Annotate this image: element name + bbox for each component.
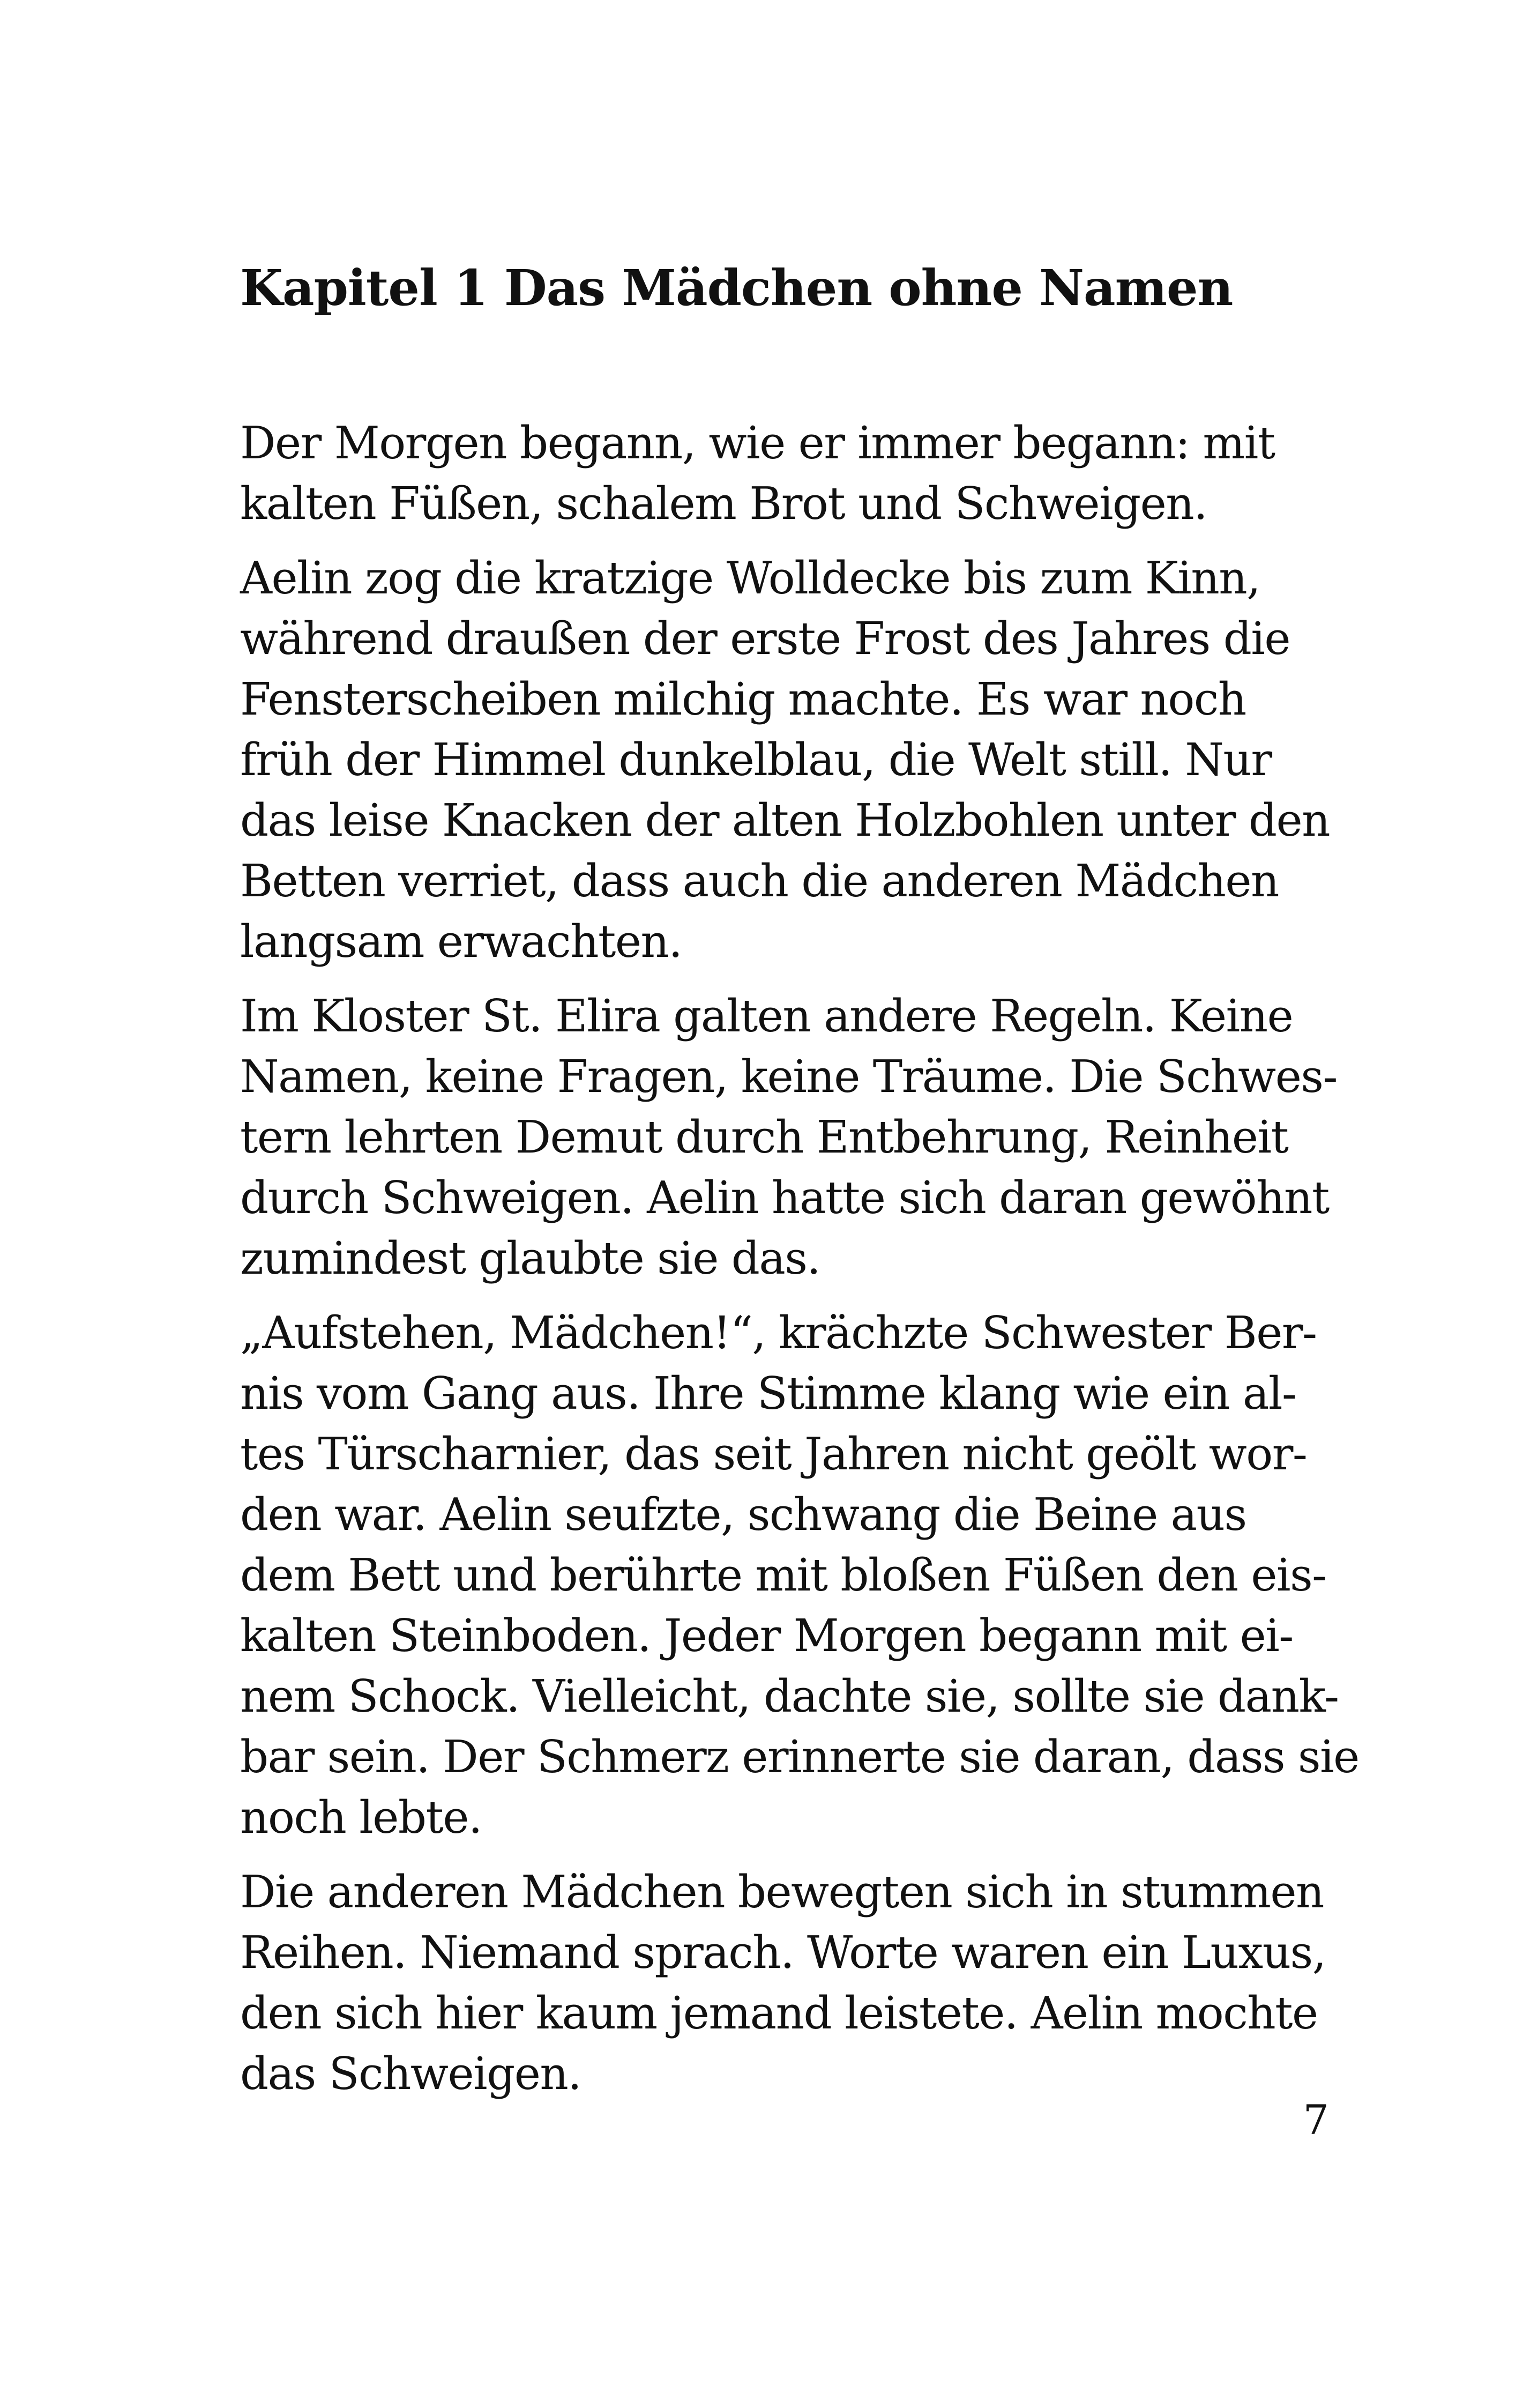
text-line: „Aufstehen, Mädchen!“, krächzte Schwester Ber- (240, 1307, 1317, 1359)
text-line: während draußen der erste Frost des Jahres die (240, 613, 1290, 665)
page-number: 7 (1303, 2096, 1329, 2144)
text-line: kalten Füßen, schalem Brot und Schweigen. (240, 478, 1207, 530)
paragraph-5 (240, 1862, 1326, 2104)
text-line: bar sein. Der Schmerz erinnerte sie daran, dass sie (240, 1731, 1359, 1783)
text-line: Reihen. Niemand sprach. Worte waren ein Luxus, (240, 1927, 1326, 1979)
text-line: Namen, keine Fragen, keine Träume. Die Schwes- (240, 1051, 1337, 1103)
paragraph-3 (240, 986, 1337, 1289)
text-line: durch Schweigen. Aelin hatte sich daran gewöhnt (240, 1172, 1329, 1224)
text-line: das Schweigen. (240, 2048, 581, 2100)
text-line: Im Kloster St. Elira galten andere Regeln. Keine (240, 990, 1293, 1042)
text-line: Fensterscheiben milchig machte. Es war noch (240, 673, 1246, 725)
text-line: zumindest glaubte sie das. (240, 1232, 820, 1284)
text-line: langsam erwachten. (240, 916, 682, 968)
body-text (240, 413, 1359, 2118)
text-line: tes Türscharnier, das seit Jahren nicht geölt wor- (240, 1428, 1307, 1480)
text-line: dem Bett und berührte mit bloßen Füßen den eis- (240, 1549, 1326, 1601)
chapter-title: Kapitel 1 Das Mädchen ohne Namen (240, 259, 1233, 317)
text-line: den war. Aelin seufzte, schwang die Beine aus (240, 1489, 1246, 1541)
text-line: das leise Knacken der alten Holzbohlen unter den (240, 794, 1330, 846)
text-line: früh der Himmel dunkelblau, die Welt still. Nur (240, 734, 1272, 786)
paragraph-4 (240, 1303, 1359, 1848)
text-line: Aelin zog die kratzige Wolldecke bis zum Kinn, (240, 552, 1260, 604)
text-line: Betten verriet, dass auch die anderen Mädchen (240, 855, 1279, 907)
paragraph-2 (240, 548, 1330, 972)
text-line: tern lehrten Demut durch Entbehrung, Reinheit (240, 1111, 1288, 1163)
text-line: nis vom Gang aus. Ihre Stimme klang wie ein al- (240, 1367, 1296, 1419)
text-line: Die anderen Mädchen bewegten sich in stummen (240, 1866, 1324, 1918)
text-line: den sich hier kaum jemand leistete. Aelin mochte (240, 1987, 1318, 2039)
text-line: noch lebte. (240, 1792, 482, 1844)
text-line: nem Schock. Vielleicht, dachte sie, sollte sie dank- (240, 1670, 1339, 1722)
text-line: kalten Steinboden. Jeder Morgen begann mit ei- (240, 1610, 1293, 1662)
paragraph-1 (240, 413, 1312, 534)
text-line: Der Morgen begann, wie er immer begann: mit (240, 417, 1275, 469)
